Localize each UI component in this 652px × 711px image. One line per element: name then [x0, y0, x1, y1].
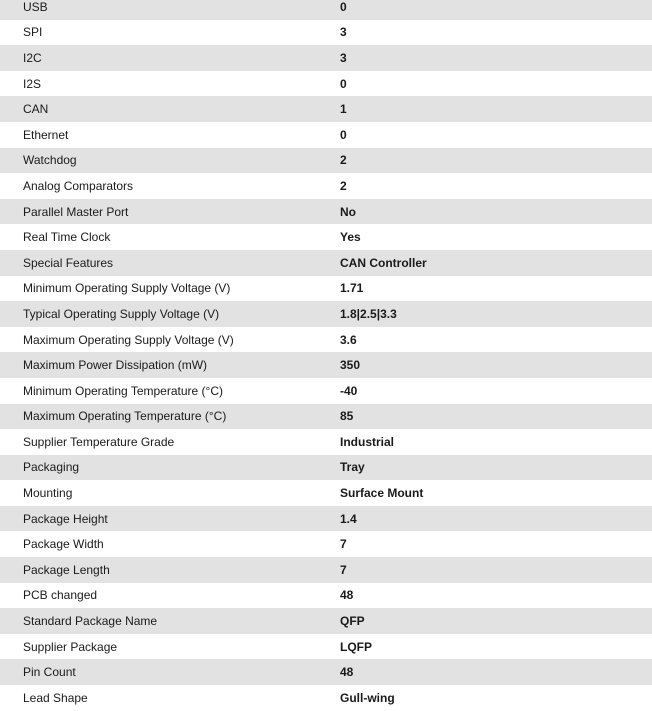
spec-label: Minimum Operating Temperature (°C)	[23, 383, 223, 398]
spec-label: Real Time Clock	[23, 230, 111, 245]
spec-label: Maximum Operating Supply Voltage (V)	[23, 332, 234, 347]
spec-row-mounting	[0, 480, 652, 506]
spec-value: 2	[340, 178, 347, 193]
spec-value: Tray	[340, 460, 365, 475]
spec-value: 0	[340, 0, 347, 14]
spec-row-can	[0, 96, 652, 122]
spec-label: Parallel Master Port	[23, 204, 129, 219]
spec-value: 1	[340, 102, 347, 117]
spec-label: Supplier Temperature Grade	[23, 434, 175, 449]
spec-value: 2	[340, 153, 347, 168]
spec-row-typ-supply-voltage	[0, 301, 652, 327]
spec-value: 0	[340, 127, 347, 142]
spec-value: 7	[340, 562, 347, 577]
spec-label: Supplier Package	[23, 639, 118, 654]
spec-row-pin-count	[0, 659, 652, 685]
spec-label: Maximum Power Dissipation (mW)	[23, 358, 208, 373]
spec-row-pcb-changed	[0, 583, 652, 609]
spec-value: 3	[340, 25, 347, 40]
spec-label: Maximum Operating Temperature (°C)	[23, 409, 227, 424]
spec-label: Mounting	[23, 486, 73, 501]
spec-value: 3.6	[340, 332, 357, 347]
spec-value: 3	[340, 50, 347, 65]
spec-label: I2C	[23, 50, 42, 65]
spec-value: Industrial	[340, 434, 395, 449]
spec-label: Typical Operating Supply Voltage (V)	[23, 306, 220, 321]
spec-value: Yes	[340, 230, 361, 245]
spec-value: No	[340, 204, 356, 219]
spec-row-min-supply-voltage	[0, 276, 652, 302]
spec-row-supplier-package	[0, 634, 652, 660]
spec-label: Standard Package Name	[23, 614, 158, 629]
spec-value: 48	[340, 665, 354, 680]
spec-row-usb	[0, 0, 652, 20]
spec-label: CAN	[23, 102, 49, 117]
spec-row-standard-package-name	[0, 608, 652, 634]
spec-row-i2s	[0, 71, 652, 97]
spec-row-package-height	[0, 506, 652, 532]
spec-row-i2c	[0, 45, 652, 71]
spec-value: 85	[340, 409, 354, 424]
spec-value: QFP	[340, 614, 365, 629]
spec-row-parallel-master-port	[0, 199, 652, 225]
spec-value: LQFP	[340, 639, 372, 654]
spec-label: Watchdog	[23, 153, 77, 168]
spec-value: -40	[340, 383, 358, 398]
spec-row-package-width	[0, 531, 652, 557]
spec-value: Surface Mount	[340, 486, 424, 501]
spec-label: PCB changed	[23, 588, 98, 603]
spec-row-special-features	[0, 250, 652, 276]
spec-row-max-operating-temp	[0, 404, 652, 430]
spec-value: 1.8|2.5|3.3	[340, 306, 397, 321]
spec-value: 7	[340, 537, 347, 552]
spec-row-lead-shape	[0, 685, 652, 711]
spec-label: Ethernet	[23, 127, 69, 142]
spec-label: Package Height	[23, 511, 108, 526]
spec-label: Special Features	[23, 255, 114, 270]
spec-row-analog-comparators	[0, 173, 652, 199]
spec-row-max-supply-voltage	[0, 327, 652, 353]
spec-label: Package Length	[23, 562, 110, 577]
spec-value: CAN Controller	[340, 255, 427, 270]
spec-row-max-power-dissipation	[0, 352, 652, 378]
spec-value: 1.4	[340, 511, 357, 526]
spec-row-packaging	[0, 455, 652, 481]
spec-value: 48	[340, 588, 354, 603]
spec-row-spi	[0, 20, 652, 46]
spec-value: 350	[340, 358, 361, 373]
spec-label: Analog Comparators	[23, 178, 134, 193]
spec-value: 1.71	[340, 281, 364, 296]
spec-row-package-length	[0, 557, 652, 583]
spec-label: Minimum Operating Supply Voltage (V)	[23, 281, 231, 296]
spec-label: SPI	[23, 25, 43, 40]
spec-row-temperature-grade	[0, 429, 652, 455]
spec-label: Package Width	[23, 537, 104, 552]
spec-label: I2S	[23, 76, 42, 91]
spec-value: 0	[340, 76, 347, 91]
spec-row-watchdog	[0, 148, 652, 174]
spec-row-real-time-clock	[0, 224, 652, 250]
spec-label: Lead Shape	[23, 690, 88, 705]
spec-row-min-operating-temp	[0, 378, 652, 404]
spec-value: Gull-wing	[340, 690, 395, 705]
spec-label: Packaging	[23, 460, 80, 475]
spec-label: USB	[23, 0, 48, 14]
spec-row-ethernet	[0, 122, 652, 148]
spec-label: Pin Count	[23, 665, 76, 680]
